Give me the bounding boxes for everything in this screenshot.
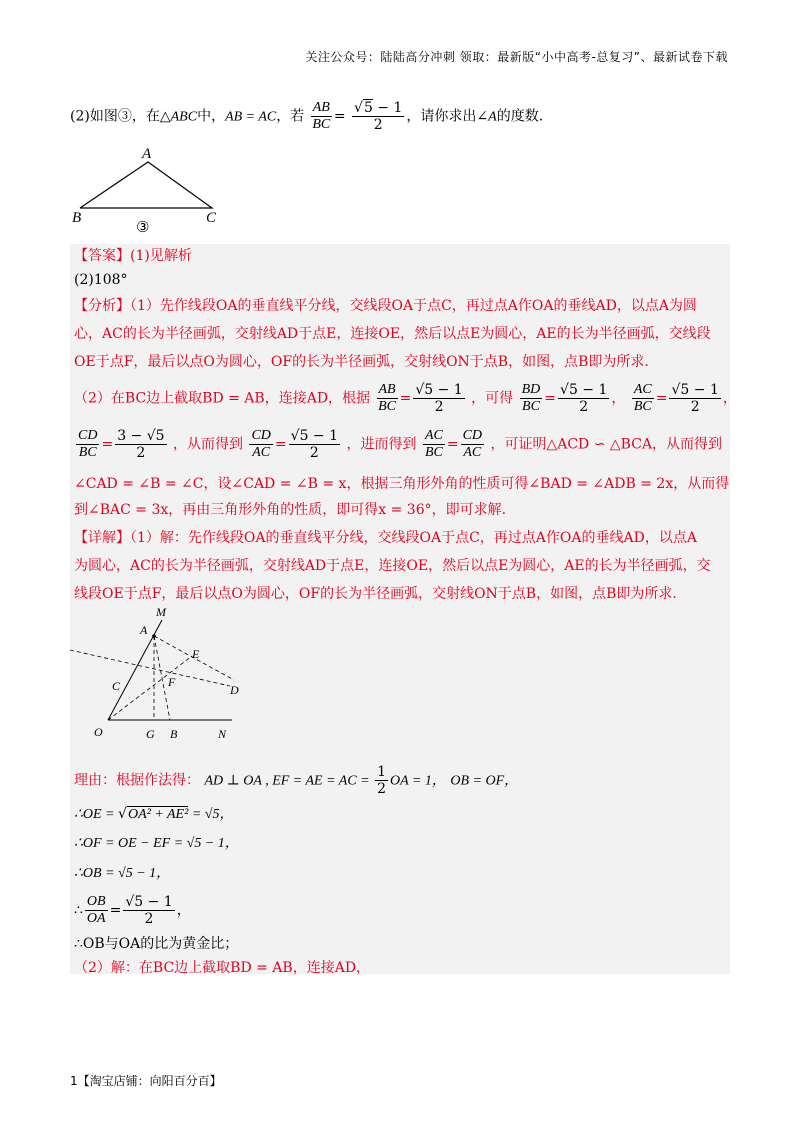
frac-oa: OA: [86, 911, 106, 926]
q-frac-num: AB: [312, 100, 330, 115]
q-mid2: ，若: [276, 108, 305, 125]
frac-cd: CD: [78, 428, 98, 443]
fig1-label-n: N: [218, 727, 227, 741]
frac-two-g: 2: [144, 911, 154, 927]
frac-ac-2: AC: [252, 445, 271, 460]
frac-r5m1-b: √5 − 1: [560, 382, 608, 398]
figure-3-triangle: [70, 142, 250, 238]
frac-two-d: 2: [136, 445, 146, 461]
detail-line1: （1）解：先作线段OA的垂直线平分线，交线段OA于点C，再过点A作OA的垂线AD，以点A: [130, 530, 697, 546]
detail-s1c: = √5，: [188, 807, 234, 822]
page-footer: 1【淘宝店铺：向阳百分百】: [70, 1074, 222, 1088]
detail-step5: ∴OB与OA的比为黄金比；: [74, 936, 239, 952]
frac-two-b: 2: [579, 399, 589, 415]
frac-two-a: 2: [434, 399, 444, 415]
q-sqrt5: 5: [363, 100, 373, 116]
q-triangle-symbol: △: [159, 108, 171, 125]
analysis-line6: ∠CAD = ∠B = ∠C，设∠CAD = ∠B = x，根据三角形外角的性质可得∠BAD = ∠ADB = 2x，从而得: [74, 476, 730, 492]
construction-figure: [70, 604, 270, 744]
fig1-label-c: C: [112, 679, 121, 693]
analysis-line1: （1）先作线段OA的垂直线平分线，交线段OA于点C，再过点A作OA的垂线AD，以点A为圆: [130, 298, 697, 314]
q-end: 的度数.: [496, 108, 544, 125]
frac-bc-3: BC: [633, 399, 652, 414]
fig1-label-b: B: [170, 727, 178, 741]
frac-ob: OB: [86, 894, 106, 909]
detail-tag: 【详解】: [74, 530, 130, 546]
frac-3m5: 3 − √5: [117, 428, 165, 444]
fig3-label-c: C: [206, 210, 217, 226]
fig3-label-a: A: [142, 146, 152, 162]
frac-ac: AC: [633, 382, 652, 397]
question-line: [70, 100, 543, 133]
fig1-label-e: E: [192, 647, 200, 661]
detail-r1c: OB = OF，: [450, 773, 519, 789]
answer-part1: (1)见解析: [130, 248, 192, 264]
frac-r5m1-d: √5 − 1: [290, 428, 339, 444]
frac-ac-3: AC: [424, 428, 443, 443]
frac-two-f: 2: [377, 781, 387, 797]
analysis-l5c: ，可证明△ACD ∽ △BCA，从而得到: [490, 436, 723, 453]
frac-r5m1-e: √5 − 1: [125, 894, 173, 910]
q-suffix: ，请你求出∠: [406, 108, 489, 125]
q-condition: AB = AC: [225, 109, 277, 125]
frac-one: 1: [377, 764, 387, 780]
q-abc: ABC: [170, 109, 198, 125]
q-mid1: 中，: [197, 108, 226, 125]
detail-step3: ∴OB = √5 − 1，: [74, 866, 171, 881]
detail-reason: [74, 764, 518, 797]
frac-two-c: 2: [690, 399, 700, 415]
analysis-line3: OE于点F，最后以点O为圆心，OF的长为半径画弧，交射线ON于点B，如图，点B即为所求.: [74, 354, 649, 370]
detail-reason-text: 理由：根据作法得：: [74, 772, 200, 789]
q-prefix: (2)如图③，在: [70, 108, 160, 125]
frac-bd: BD: [521, 382, 541, 397]
frac-cd-3: CD: [462, 428, 483, 443]
analysis-l5a: ，从而得到: [173, 436, 244, 453]
frac-r5m1-a: √5 − 1: [415, 382, 463, 398]
fig1-label-o: O: [94, 725, 103, 739]
detail-step6: （2）解：在BC边上截取BD = AB，连接AD，: [74, 960, 371, 976]
detail-s4: ∴: [74, 902, 83, 919]
analysis-line5: $\frac{CD}{BC}$ = $\frac{3 - √5}{2}$ ，从而得到 $\frac{CD}{AC}$ = $\frac{√5 - 1}{2}$ ，进而得到 $\frac{AC}{BC}$ = $\frac{CD}{AC}$ ，可证明△ACD ∽ △BCA，从而得到: [78, 428, 723, 461]
analysis-l4b: ，可得: [471, 390, 514, 407]
answer-part2: (2)108°: [74, 272, 128, 288]
frac-bc: BC: [378, 399, 396, 414]
fig1-label-g: G: [146, 727, 155, 741]
q-eq: =: [333, 108, 346, 125]
frac-cd-2: CD: [251, 428, 271, 443]
detail-s1: ∴OE =: [74, 807, 119, 822]
answer-block: [70, 244, 737, 976]
detail-r1: AD ⊥ OA , EF = AE = AC =: [204, 773, 374, 789]
detail-line2: 为圆心，AC的长为半径画弧，交射线AD于点E，连接OE，然后以点E为圆心，AE的长为半径画弧，交: [74, 558, 711, 574]
fig1-label-m: M: [156, 605, 166, 619]
q-value-num: √5 − 1: [354, 100, 403, 116]
fig3-label-b: B: [72, 210, 82, 226]
fig3-number: ③: [136, 218, 150, 236]
q-value-den: 2: [373, 117, 383, 133]
q-frac-den: BC: [312, 117, 331, 132]
frac-bc-2: BC: [522, 399, 540, 414]
q-fraction-value: [352, 100, 404, 133]
analysis-l4a: （2）在BC边上截取BD = AB，连接AD，根据: [74, 390, 371, 407]
answer-tag: 【答案】: [74, 248, 130, 264]
analysis-l5b: ，进而得到: [346, 436, 417, 453]
frac-ac-4: AC: [463, 445, 482, 460]
q-angle-a: A: [488, 109, 497, 125]
frac-r5m1-c: √5 − 1: [671, 382, 719, 398]
analysis-tag: 【分析】: [74, 298, 130, 314]
detail-line3: 线段OE于点F，最后以点O为圆心，OF的长为半径画弧，交射线ON于点B，如图，点B即为所求.: [74, 586, 677, 602]
frac-bc-5: BC: [424, 445, 443, 460]
q-fraction: [311, 100, 332, 133]
detail-step4: ∴ $\frac{OB}{OA}$ = $\frac{√5 - 1}{2}$ ，: [74, 894, 191, 927]
frac-bc-4: BC: [78, 445, 97, 460]
fig1-label-a: A: [140, 623, 148, 637]
detail-s1b: OA² + AE²: [127, 807, 189, 822]
detail-step2: ∴OF = OE − EF = √5 − 1，: [74, 836, 239, 851]
frac-ab: AB: [378, 382, 396, 397]
page-header: 关注公众号：陆陆高分冲刺 领取：最新版“小中高考-总复习”、最新试卷下载: [305, 50, 728, 64]
detail-step1: ∴OE = √OA² + AE² = √5，: [74, 806, 234, 822]
frac-two-e: 2: [309, 445, 319, 461]
detail-r1b: OA = 1，: [390, 773, 446, 789]
analysis-line2: 心，AC的长为半径画弧，交射线AD于点E，连接OE，然后以点E为圆心，AE的长为半径画弧，交线段: [74, 326, 711, 342]
fig1-label-f: F: [168, 675, 176, 689]
fig1-label-d: D: [230, 683, 239, 697]
analysis-line4: （2）在BC边上截取BD = AB，连接AD，根据 $\frac{AB}{BC}$ = $\frac{√5 - 1}{2}$ ，可得 $\frac{BD}{BC}$ = $\frac{√5 - 1}{2}$ ， $\frac{AC}{BC}$ = $\frac{√5 - 1}{2}$ ，: [74, 382, 737, 415]
q-minus1: − 1: [372, 100, 403, 116]
analysis-line7: 到∠BAC = 3x，再由三角形外角的性质，即可得x = 36°，即可求解.: [74, 502, 507, 518]
